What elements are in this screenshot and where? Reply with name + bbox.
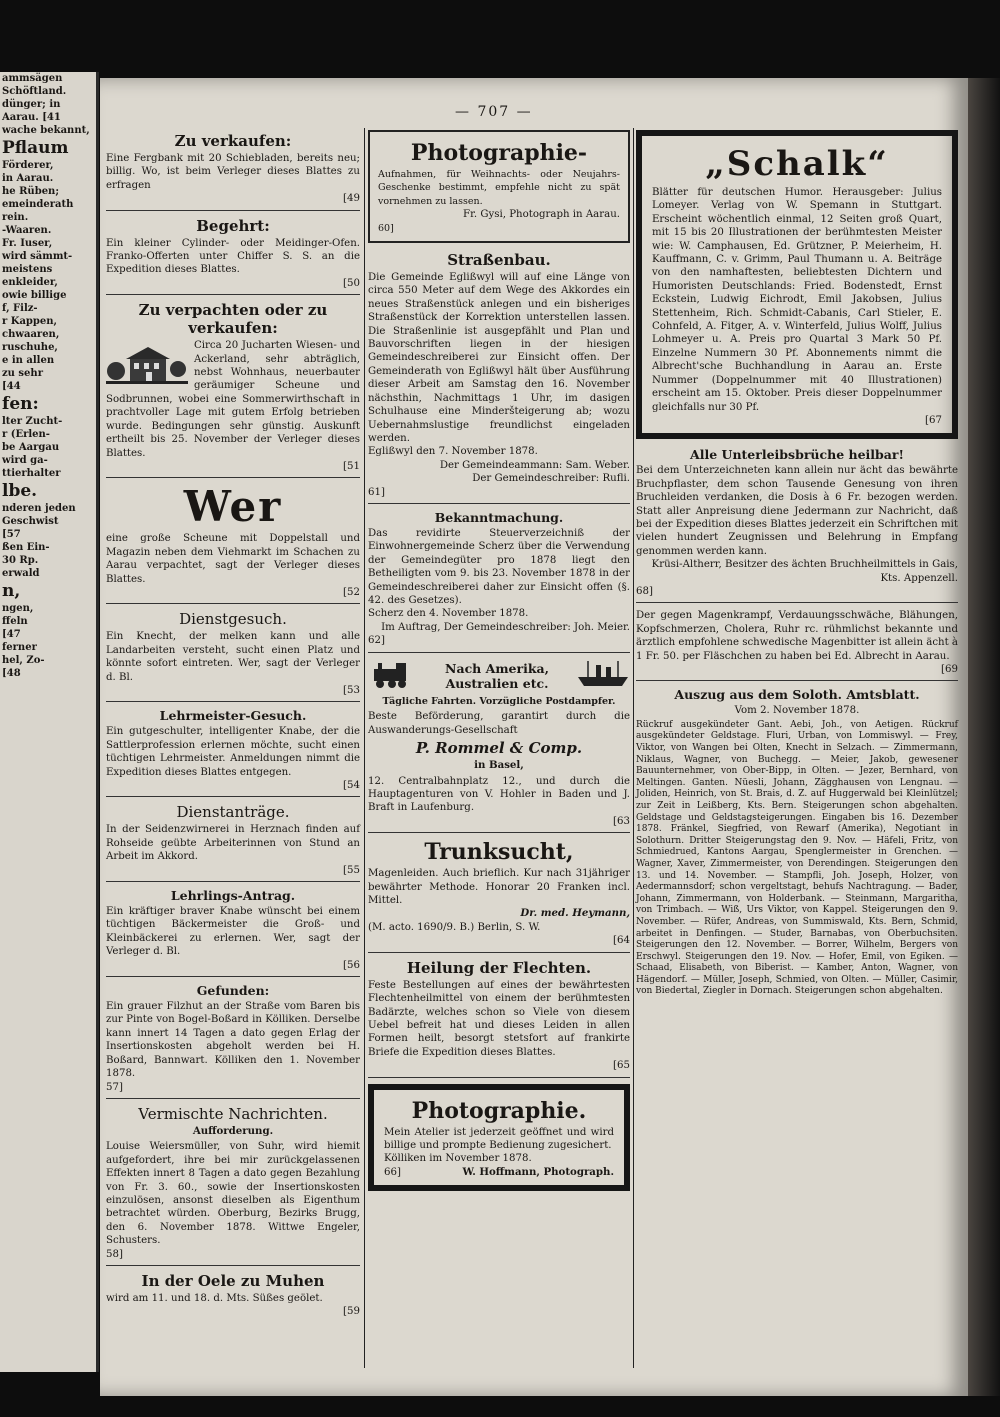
ad-subtitle: Aufforderung. <box>192 1124 274 1137</box>
farmhouse-illustration <box>106 341 188 389</box>
ad-title: Bekanntmachung. <box>434 509 564 525</box>
ad-title: Gefunden: <box>196 983 270 999</box>
adjacent-page-line: owie billige <box>2 290 67 301</box>
ad-ref: 57] <box>106 1081 123 1093</box>
column-rule <box>633 128 634 1368</box>
ad-ref: [51 <box>343 460 360 472</box>
ad-body: Bei dem Unterzeichneten kann allein nur ächt das bewährte Bruchpflaster, dem schon Tausende Genesung von ihren Bruchleiden verdanken, die Dosis à 6 Fr. bezogen werden. Statt aller Anpreisung diene Jedermann zur Nachricht, daß bei der Expedition dieses Blattes jederzeit ein Schriftchen mit vielen hundert Zeugnissen und Belehrung in Empfang genommen werden kann. <box>636 465 958 557</box>
ad-photographie-gysi <box>368 130 630 243</box>
steamship-icon <box>576 659 630 693</box>
ad-ref: [63 <box>613 815 630 827</box>
adjacent-page-line: wird ga- <box>2 455 48 466</box>
ad-body: Der gegen Magenkrampf, Verdauungsschwäche, Blähungen, Kopfschmerzen, Cholera, Ruhr rc. rühmlichst bekannte und ärztlich empfohlene schwedische Magenbitter ist allein ächt à 1 Fr. 50. per Fläschchen zu haben bei Ed. Albrecht in Aarau. <box>636 610 958 662</box>
ad-ref: [54 <box>343 780 360 791</box>
ad-body: Beste Beförderung, garantirt durch die Auswanderungs-Gesellschaft <box>368 711 630 736</box>
ad-ref: 62] <box>368 635 385 647</box>
ad-ref: [55 <box>343 864 360 876</box>
ad-wer <box>106 484 360 604</box>
adjacent-page-text <box>0 72 96 680</box>
adjacent-page-line: -Waaren. <box>2 225 52 236</box>
adjacent-page-line: hel, Zo- <box>2 655 45 666</box>
adjacent-page-line: Aarau. [41 <box>2 112 61 123</box>
ad-signature: Der Gemeindeschreiber: Rufli. <box>472 473 630 485</box>
ad-zu-verkaufen <box>106 132 360 211</box>
ad-body: In der Seidenzwirnerei in Herznach finden auf Rohseide geübte Arbeiterinnen von Stund an Arbeit im Akkord. <box>106 824 360 863</box>
ad-body: Rückruf ausgekündeter Gant. Aebi, Joh., von Aetigen. Rückruf ausgekündeter Geldstage. Fluri, Urban, von Lommiswyl. — Frey, Viktor, von Wangen bei Olten, Knecht in Selzach. — Zimmermann, Niklaus, Wagner, von Buchegg. — Meier, Jakob, gewesener Bauunternehmer, von Ober-Bipp, in Olten. — Jezer, Bernhard, von Meltingen. Ganten. Nüesli, Johann, Zägghausen von Lengnau. — Joliden, Heinrich, von St. Brais, d. Z. auf Huggerwald bei Kleinlützel; zur Zeit in Leißberg, Kts. Bern. Steigerungen schon abgehalten. Geldstage und Geldstagsteigerungen. Eingaben bis 16. Dezember 1878. Fränkel, Siegfried, von Rewarf (Amerika), Negotiant in Solothurn. Dritter Steigerungstag den 9. Nov. — Häfeli, Fritz, von Schmiedrued, Kantons Aargau, Spenglermeister in Grenchen. — Wagner, Xaver, Zimmermeister, von Derendingen. Steigerungen den 13. und 14. November. — Stampfli, Joh. Joseph, Holzer, von Aedermannsdorf; schon vergeltstagt, behufs Nachtragung. — Bader, Johann, Zimmermann, von Holderbank. — Steinmann, Margaritha, von Trimbach. — Wiß, Urs Viktor, von Kappel. Steigerungen den 9. November. — Rüfer, Andreas, von Summiswald, Kts. Bern, Schmid, arbeitet in Denfingen. — Studer, Barnabas, von Oberbuchsiten. Steigerungen den 12. November. — Borrer, Wilhelm, Bergers von Erschwyl. Steigerungen den 19. Nov. — Hofer, Emil, von Egiken. — Schaad, Elisabeth, von Biberist. — Kamber, Anton, Wagner, von Hägendorf. — Müller, Joseph, Schmied, von Olten. — Müller, Casimir, von Biedertal, Ziegler in Dornach. Steigerungen schon abgehalten. <box>636 719 958 997</box>
ad-verpachten <box>106 301 360 478</box>
ad-strassenbau <box>368 251 630 504</box>
ad-body: Ein Knecht, der melken kann und alle Landarbeiten versteht, sucht einen Platz und könnte sofort eintreten. Wer, sagt der Verleger d. Bl. <box>106 631 360 683</box>
ad-title: Lehrmeister-Gesuch. <box>159 708 307 724</box>
adjacent-page-line: [57 <box>2 529 21 540</box>
ad-vermischte <box>106 1105 360 1266</box>
adjacent-page-line: ngen, <box>2 603 34 614</box>
amerika-header <box>368 659 630 693</box>
ad-ref: 58] <box>106 1248 123 1260</box>
adjacent-page-line: chwaaren, <box>2 329 60 340</box>
ad-begehrt <box>106 217 360 296</box>
ad-flechten <box>368 959 630 1078</box>
adjacent-page-line: zu sehr <box>2 368 43 379</box>
ad-title: Dienstanträge. <box>176 803 290 822</box>
ad-ref: [53 <box>343 684 360 696</box>
ad-title: Photographie- <box>410 140 588 166</box>
ad-title: Dienstgesuch. <box>179 610 287 629</box>
adjacent-page-line: emeinderath <box>2 199 74 210</box>
ad-body: Eine Fergbank mit 20 Schiebladen, bereits neu; billig. Wo, ist beim Verleger dieses Blattes zu erfragen <box>106 153 360 191</box>
ad-ref: [52 <box>343 586 360 598</box>
ad-title: Alle Unterleibsbrüche heilbar! <box>690 447 904 463</box>
adjacent-page-line: erwald <box>2 568 40 579</box>
ad-signature: Im Auftrag, Der Gemeindeschreiber: Joh. Meier. <box>381 621 630 633</box>
ad-title: Trunksucht, <box>424 839 574 866</box>
ad-bekanntmachung <box>368 510 630 653</box>
page-edge-shadow <box>968 78 1000 1396</box>
ad-body: Circa 20 Jucharten Wiesen- und Ackerland, sehr abträglich, nebst Wohnhaus, neuerbauter geräumiger Scheune und Sodbrunnen, wobei eine Sommerwirthschaft in prachtvoller Lage mit gutem Erfolg betrieben wurde. Bedingungen sehr günstig. Auskunft ertheilt bis 25. November der Verleger dieses Blattes. <box>106 340 360 459</box>
ad-body: Mein Atelier ist jederzeit geöffnet und wird billige und prompte Bedienung zugesichert. <box>384 1126 614 1151</box>
ad-amtsblatt <box>636 687 958 1002</box>
ad-dienstantraege <box>106 803 360 882</box>
ad-date: Eglißwyl den 7. November 1878. <box>368 446 538 458</box>
ad-magenkrampf <box>636 609 958 681</box>
ad-ref: [69 <box>941 664 958 675</box>
ad-signature: Krüsi-Altherr, Besitzer des ächten Bruchheilmittels in Gais, Kts. Appenzell. <box>651 559 958 584</box>
adjacent-page-line: enkleider, <box>2 277 58 288</box>
ad-body: Blätter für deutschen Humor. Herausgeber: Julius Lomeyer. Verlag von W. Spemann in Stuttgart. Erscheint wöchentlich einmal, 12 Seiten groß Quart, mit 15 bis 20 Illustrationen der berühmtesten Meister wie: W. Camphausen, Ed. Grützner, P. Meierheim, H. Kauffmann, C. v. Grimm, Paul Thumann u. A. Beiträge von den namhaftesten, beliebtesten Dichtern und Humoristen Deutschlands: Fried. Bodenstedt, Ernst Eckstein, Ludwig Eichrodt, Emil Jakobsen, Julius Stettenheim, Rich. Schmidt-Cabanis, Carl Stieler, E. Cohnfeld, A. Fitger, A. v. Winterfeld, Julius Wolff, Julius Lohmeyer u. A. Preis pro Quartal 3 Mark 50 Pf. Einzelne Nummern 30 Pf. Abonnements nimmt die Albrecht'sche Buchhandlung in Aarau an. Erste Nummer (Doppelnummer mit 40 Illustrationen) erscheint am 15. Oktober. Preis dieser Doppelnummer gleichfalls nur 30 Pf. <box>652 187 942 413</box>
ad-ref: [49 <box>343 193 360 205</box>
adjacent-page-line: [47 <box>2 629 21 640</box>
ad-title: „Schalk“ <box>705 144 889 184</box>
column-rule <box>364 128 365 1368</box>
adjacent-page-line: he Rüben; <box>2 186 60 197</box>
adjacent-page-line: ffeln <box>2 616 28 627</box>
adjacent-page-line: dünger; in <box>2 99 61 110</box>
adjacent-page-line: ferner <box>2 642 37 653</box>
page-number: — 707 — <box>455 104 533 120</box>
ad-city: in Basel, <box>474 759 524 772</box>
ad-ref: [67 <box>925 414 942 426</box>
ad-title: Straßenbau. <box>447 251 551 270</box>
ad-date: Kölliken im November 1878. <box>384 1153 532 1165</box>
ad-body: Aufnahmen, für Weihnachts- oder Neujahrs-Geschenke bestimmt, empfehle nicht zu spät vornehmen zu lassen. <box>378 169 620 207</box>
adjacent-page-line: ßen Ein- <box>2 542 50 553</box>
ad-body: eine große Scheune mit Doppelstall und Magazin neben dem Viehmarkt im Schachen zu Aarau verpachtet, sagt der Verleger dieses Blattes. <box>106 533 360 585</box>
ad-schalk <box>636 130 958 439</box>
adjacent-page-line: Schöftland. <box>2 86 67 97</box>
ad-lehrmeister <box>106 708 360 797</box>
ad-body: Magenleiden. Auch brieflich. Kur nach 31jähriger bewährter Methode. Honorar 20 Franken incl. Mittel. <box>368 868 630 907</box>
adjacent-page-line: Fr. Iuser, <box>2 238 53 249</box>
adjacent-page-line: f, Filz- <box>2 303 38 314</box>
ad-company: P. Rommel & Comp. <box>415 739 583 758</box>
column-3 <box>636 130 958 1008</box>
adjacent-page-line: n, <box>2 581 21 601</box>
ad-date: Vom 2. November 1878. <box>734 705 860 717</box>
adjacent-page-line: r (Erlen- <box>2 429 50 440</box>
ad-title: Lehrlings-Antrag. <box>170 888 296 904</box>
adjacent-page-line: [48 <box>2 668 21 679</box>
ad-title: In der Oele zu Muhen <box>141 1271 325 1290</box>
adjacent-page-line: in Aarau. <box>2 173 54 184</box>
ad-ref: [65 <box>613 1060 630 1072</box>
adjacent-page-line: Geschwist <box>2 516 59 527</box>
ad-amerika <box>368 659 630 834</box>
ad-trunksucht <box>368 839 630 952</box>
ad-ref: [59 <box>343 1306 360 1318</box>
column-2 <box>368 130 630 1199</box>
ad-signature: Der Gemeindeammann: Sam. Weber. <box>439 459 630 471</box>
adjacent-page-line: rein. <box>2 212 29 223</box>
ad-title: Zu verpachten oder zu verkaufen: <box>138 301 328 338</box>
ad-ref: [50 <box>343 277 360 289</box>
adjacent-page-line: ttierhalter <box>2 468 61 479</box>
adjacent-page-line: ammsägen <box>2 73 63 84</box>
ad-title: Begehrt: <box>196 216 270 235</box>
adjacent-page-line: nderen jeden <box>2 503 76 514</box>
ad-ref: 60] <box>378 222 394 234</box>
ad-body: Die Gemeinde Eglißwyl will auf eine Länge von circa 550 Meter auf dem Wege des Akkordes ein neues Straßenstück anlegen und ein bisheriges Straßenstück der Korrektion unterstellen lassen. Die Straßenlinie ist ausgepfählt und Plan und Bauvorschriften liegen in der hiesigen Gemeindeschreiberei zur Einsicht offen. Der Gemeinderath von Eglißwyl hält über Ausführung dieser Arbeit am Samstag den 16. November nächsthin, Nachmittags 1 Uhr, im dasigen Schulhause eine Minderšteigerung ab; wozu Uebernahmslustige freundlichst eingeladen werden. <box>368 272 630 444</box>
ad-date: Scherz den 4. November 1878. <box>368 608 529 620</box>
adjacent-page-line: e in allen <box>2 355 55 366</box>
ad-footer <box>384 1166 614 1179</box>
ad-address: (M. acto. 1690/9. B.) Berlin, S. W. <box>368 921 541 933</box>
ad-title: Zu verkaufen: <box>174 132 292 150</box>
ad-title: Vermischte Nachrichten. <box>138 1104 328 1123</box>
adjacent-page-line: 30 Rp. <box>2 555 39 566</box>
ad-body: Feste Bestellungen auf eines der bewährtesten Flechtenheilmittel von einem der berühmtesten Badärzte, welches schon so Viele von diesem Uebel befreit hat und dieses Leiden in allen Formen heilt, besorgt stetsfort auf frankirte Briefe die Expedition dieses Blattes. <box>368 979 630 1058</box>
ad-ref: 68] <box>636 585 653 597</box>
ad-photographie-hoffmann <box>368 1084 630 1192</box>
adjacent-page-line: lbe. <box>2 481 38 501</box>
adjacent-page-line: meistens <box>2 264 53 275</box>
ad-body: Das revidirte Steuerverzeichniß der Einwohnergemeinde Scherz über die Verwendung der Gemeindegüter pro 1878 liegt den Betheiligten vom 9. bis 23. November 1878 in der Gemeindeschreiberei daher zur Einsicht offen (§. 42. des Gesetzes). <box>368 527 630 606</box>
adjacent-page-line: ruschuhe, <box>2 342 58 353</box>
newspaper-page <box>100 78 968 1396</box>
adjacent-page-line: Pflaum <box>2 138 69 158</box>
ad-signature: W. Hoffmann, Photograph. <box>462 1165 614 1178</box>
ad-title: Auszug aus dem Soloth. Amtsblatt. <box>674 687 920 703</box>
adjacent-page-line: [44 <box>2 381 21 392</box>
ad-body: wird am 11. und 18. d. Mts. Süßes geölet. <box>106 1292 323 1304</box>
ad-doctor: Dr. med. Heymann, <box>520 907 630 920</box>
ad-ref: 66] <box>384 1166 401 1178</box>
adjacent-page-line: wird sämmt- <box>2 251 73 262</box>
ad-unterleibsbrueche <box>636 447 958 603</box>
ad-signature: Fr. Gysi, Photograph in Aarau. <box>463 209 620 221</box>
ad-subtitle: Tägliche Fahrten. Vorzügliche Postdampfer. <box>382 696 616 707</box>
adjacent-page-line: Förderer, <box>2 160 54 171</box>
ad-title: Nach Amerika, Australien etc. <box>445 660 549 691</box>
ad-dienstgesuch <box>106 610 360 702</box>
ad-address: 12. Centralbahnplatz 12., und durch die Hauptagenturen von V. Hohler in Baden und J. Braft in Laufenburg. <box>368 775 630 814</box>
ad-body: Ein kräftiger braver Knabe wünscht bei einem tüchtigen Bäckermeister die Groß- und Kleinbäckerei zu erlernen. Wer, sagt der Verleger d. Bl. <box>106 906 360 958</box>
ad-oele <box>106 1272 360 1323</box>
adjacent-page-line: fen: <box>2 394 39 414</box>
adjacent-page-line: wache bekannt, <box>2 125 90 136</box>
adjacent-page-line: be Aargau <box>2 442 60 453</box>
ad-title: Photographie. <box>411 1097 587 1124</box>
ad-title: Heilung der Flechten. <box>406 958 592 977</box>
ad-body: Ein grauer Filzhut an der Straße vom Baren bis zur Pinte von Bogel-Boßard in Kölliken. Derselbe kann innert 14 Tagen a dato gegen Erlag der Insertionskosten abgeholt werden bei H. Boßard, Bannwart. Kölliken den 1. November 1878. <box>106 1001 360 1080</box>
ad-title: Wer <box>183 482 283 532</box>
ad-body: Ein gutgeschulter, intelligenter Knabe, der die Sattlerprofession erlernen möchte, sucht einen tüchtigen Lehrmeister. Anmeldungen nimmt die Expedition dieses Blattes entgegen. <box>106 726 360 778</box>
adjacent-page-line: r Kappen, <box>2 316 58 327</box>
ad-lehrlings <box>106 888 360 977</box>
locomotive-icon <box>368 659 418 693</box>
column-1 <box>106 130 360 1329</box>
ad-gefunden <box>106 983 360 1099</box>
adjacent-page-fragment <box>0 72 99 1372</box>
ad-body: Louise Weiersmüller, von Suhr, wird hiemit aufgefordert, ihre bei mir zurückgelassenen Effekten innert 8 Tagen a dato gegen Bezahlung von Fr. 3. 60., sowie der Insertionskosten einzulösen, ansonst dieselben als Eigenthum betrachtet würden. Oberburg, Bezirks Brugg, den 6. November 1878. Wittwe Engeler, Schusters. <box>106 1141 360 1247</box>
adjacent-page-line: lter Zucht- <box>2 416 63 427</box>
ad-body: Ein kleiner Cylinder- oder Meidinger-Ofen. Franko-Offerten unter Chiffer S. S. an die Expedition dieses Blattes. <box>106 237 360 276</box>
ad-ref: [64 <box>613 935 630 947</box>
ad-ref: [56 <box>343 959 360 971</box>
ad-ref: 61] <box>368 486 385 498</box>
